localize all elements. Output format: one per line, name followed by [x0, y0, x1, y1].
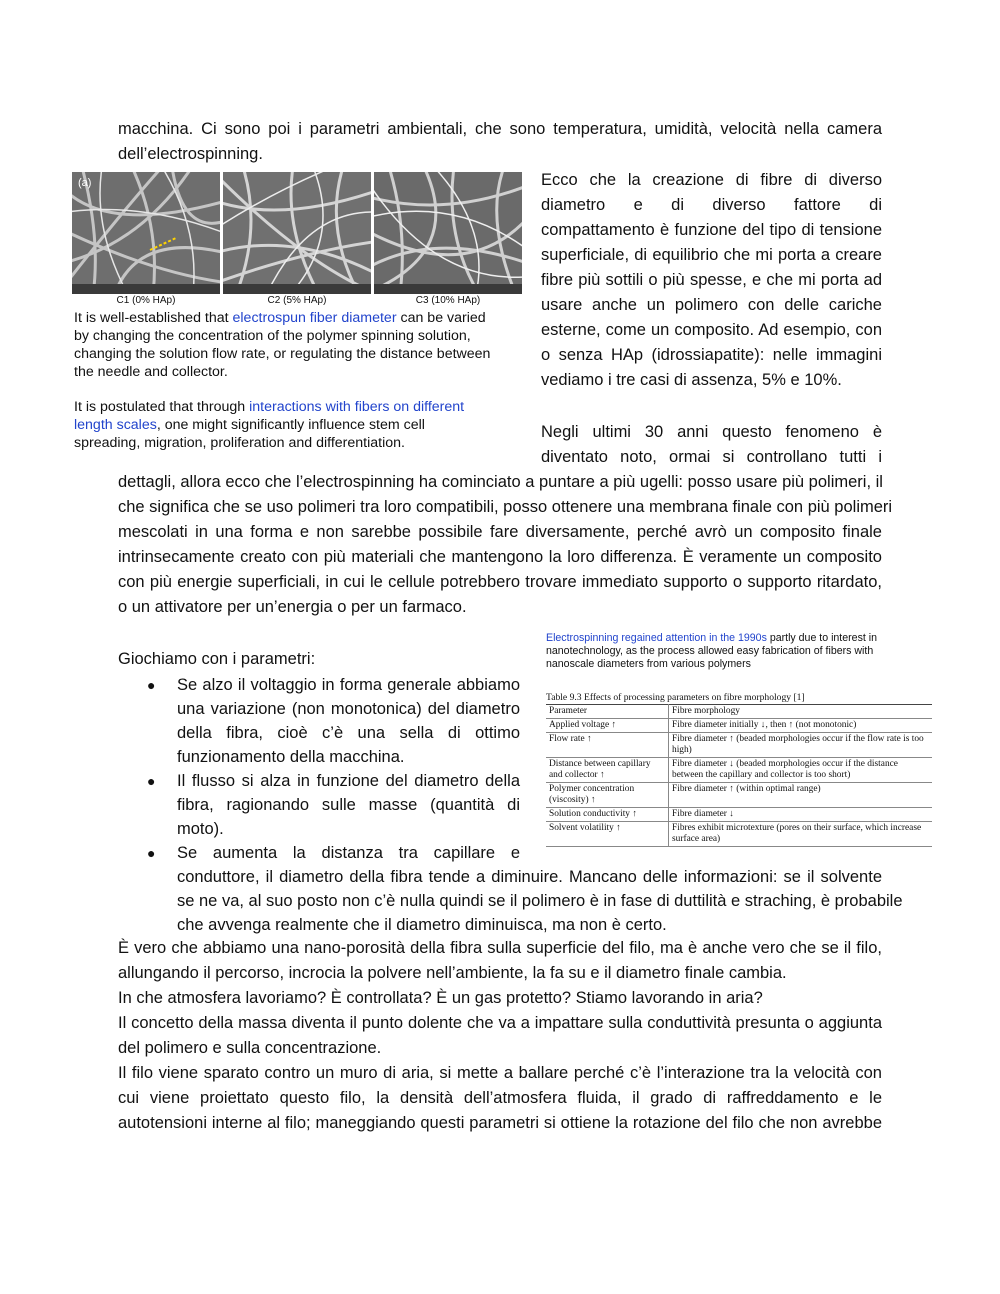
body-text-line: Il filo viene sparato contro un muro di aria, si mette a ballare perché c’è l’interazione tra la velocità con [118, 1064, 882, 1082]
table-row [546, 822, 932, 847]
figure2-caption-line: nanotechnology, as the process allowed easy fabrication of fibers with [546, 645, 874, 657]
table-cell: Solvent volatility ↑ [546, 822, 669, 847]
table-cell: Fibre diameter ↓ (beaded morphologies occur if the distance between the capillary and collector is too short) [669, 758, 933, 783]
figure-text-line: length scales, one might significantly influence stem cell [74, 417, 425, 433]
table-cell: Fibre diameter ↓ [669, 808, 933, 822]
body-text-line: cui viene proiettato questo filo, la densità dell’atmosfera fluida, il grado di raffreddamento e le [118, 1089, 882, 1107]
table-cell: Distance between capillary and collector ↑ [546, 758, 669, 783]
body-text-line: dettagli, allora ecco che l’electrospinning ha cominciato a puntare a più ugelli: posso usare più polimeri, il [118, 473, 883, 491]
body-text-line: mescolati in una forma e non sarebbe possibile fare diversamente, perché avrò un composito finale [118, 523, 882, 541]
sem-label-c3: C3 (10% HAp) [415, 295, 481, 306]
side-text-line: usare anche un polimero con delle cariche [541, 296, 882, 314]
bullet-text-line: Se aumenta la distanza tra capillare e [177, 844, 520, 862]
panel-tag: (a) [78, 177, 92, 189]
table-header-cell: Parameter [546, 705, 669, 719]
figure-text-line: changing the solution flow rate, or regulating the distance between [74, 346, 491, 362]
table-row [546, 758, 932, 783]
table-header-row [546, 705, 932, 719]
sem-image-c2 [223, 172, 371, 294]
body-text-line: autotensioni interne al filo; maneggiando questi parametri si ottiene la rotazione del filo che non avrebbe [118, 1114, 882, 1132]
body-text-line: È vero che abbiamo una nano-porosità della fibra sulla superficie del filo, ma è anche vero che se il filo, [118, 939, 882, 957]
bullet-text-line: funzionamento della macchina. [177, 748, 405, 766]
side-text-line: diventato noto, ormai si controllano tutti i [541, 448, 882, 466]
figure-text-line: It is postulated that through interactions with fibers on different [74, 399, 465, 415]
side-text-line: vediamo i tre casi di assenza, 5% e 10%. [541, 371, 842, 389]
body-text-line: dell’electrospinning. [118, 145, 263, 163]
parameters-table [546, 704, 932, 847]
bullet-text-line: moto). [177, 820, 224, 838]
sem-label-c1: C1 (0% HAp) [116, 295, 176, 306]
table-cell: Fibre diameter initially ↓, then ↑ (not monotonic) [669, 719, 933, 733]
table-row [546, 808, 932, 822]
table-caption: Table 9.3 Effects of processing parameters on fibre morphology [1] [546, 692, 805, 703]
table-cell: Applied voltage ↑ [546, 719, 669, 733]
side-text-line: compattamento è funzione del tipo di tensione [541, 221, 882, 239]
bullet-text-line: fibra, ragionando sulle masse (quantità di [177, 796, 520, 814]
table-row [546, 719, 932, 733]
bullet-text-line: una variazione (non monotonica) del diametro [177, 700, 520, 718]
bullet-text-line: che avvenga realmente che il diametro diminuisca, ma non è certo. [177, 916, 667, 934]
side-text-line: esterne, come un composito. Ad esempio, con [541, 321, 882, 339]
bullet-icon: ● [147, 773, 156, 789]
body-text-line: o un attivatore per un’energia o per un farmaco. [118, 598, 467, 616]
table-cell: Fibre diameter ↑ (beaded morphologies occur if the flow rate is too high) [669, 733, 933, 758]
side-text-line: Ecco che la creazione di fibre di diverso [541, 171, 882, 189]
table-cell: Polymer concentration (viscosity) ↑ [546, 783, 669, 808]
figure-text-line: by changing the concentration of the polymer spinning solution, [74, 328, 471, 344]
table-cell: Solution conductivity ↑ [546, 808, 669, 822]
bullet-icon: ● [147, 845, 156, 861]
table-row [546, 733, 932, 758]
table-cell: Fibres exhibit microtexture (pores on their surface, which increase surface area) [669, 822, 933, 847]
figure2-caption-line: nanoscale diameters from various polymers [546, 658, 751, 670]
side-text-line: diametro e di diverso fattore di [541, 196, 882, 214]
body-text-line: con più energie superficiali, in cui le cellule potrebbero trovare immediato supporto o supporto ritardato, [118, 573, 882, 591]
bullet-text-line: conduttore, il diametro della fibra tende a diminuire. Mancano delle informazioni: se il solvente [177, 868, 882, 886]
sem-image-c1 [72, 172, 220, 294]
body-text-line: allungando il percorso, incrocia la polvere nell’ambiente, la fa su e il diametro finale cambia. [118, 964, 787, 982]
bullet-text-line: della fibra, cioè c’è una sella di ottimo [177, 724, 520, 742]
table-row [546, 783, 932, 808]
body-text-line: Giochiamo con i parametri: [118, 650, 316, 668]
sem-figure [72, 172, 524, 458]
body-text-line: intrinsecamente creato con più materiali che mantengono la loro differenza. È veramente un composito [118, 548, 882, 566]
figure-text-line: spreading, migration, proliferation and differentiation. [74, 435, 405, 451]
table-cell: Fibre diameter ↑ (within optimal range) [669, 783, 933, 808]
figure-text-line: the needle and collector. [74, 364, 228, 380]
bullet-text-line: Se alzo il voltaggio in forma generale abbiamo [177, 676, 520, 694]
body-text-line: che significa che se uso polimeri tra loro compatibili, posso ottenere una membrana finale con più polimeri [118, 498, 893, 516]
figure2-caption-line: Electrospinning regained attention in the 1990s partly due to interest in [546, 632, 877, 644]
bullet-icon: ● [147, 677, 156, 693]
table-header-cell: Fibre morphology [669, 705, 933, 719]
bullet-text-line: se ne va, al suo posto non c’è nulla quindi se il polimero è in fase di duttilità e straching, è probabile [177, 892, 903, 910]
body-text-line: del polimero e sulla concentrazione. [118, 1039, 382, 1057]
body-text-line: Il concetto della massa diventa il punto dolente che va a impattare sulla conduttività presunta o aggiunta [118, 1014, 882, 1032]
side-text-line: fibre più sottili o più spesse, e che mi porta ad [541, 271, 882, 289]
body-text-line: In che atmosfera lavoriamo? È controllata? È un gas protetto? Stiamo lavorando in aria? [118, 989, 763, 1007]
sem-image-c3 [374, 172, 522, 294]
body-text-line: macchina. Ci sono poi i parametri ambientali, che sono temperatura, umidità, velocità nella camera [118, 120, 882, 138]
table-cell: Flow rate ↑ [546, 733, 669, 758]
sem-label-c2: C2 (5% HAp) [267, 295, 327, 306]
side-text-line: o senza HAp (idrossiapatite): nelle immagini [541, 346, 882, 364]
side-text-line: Negli ultimi 30 anni questo fenomeno è [541, 423, 882, 441]
side-text-line: superficiale, di equilibrio che mi porta a creare [541, 246, 882, 264]
bullet-text-line: Il flusso si alza in funzione del diametro della [177, 772, 520, 790]
figure-text-line: It is well-established that electrospun fiber diameter can be varied [74, 310, 486, 326]
parameters-figure [544, 630, 934, 854]
